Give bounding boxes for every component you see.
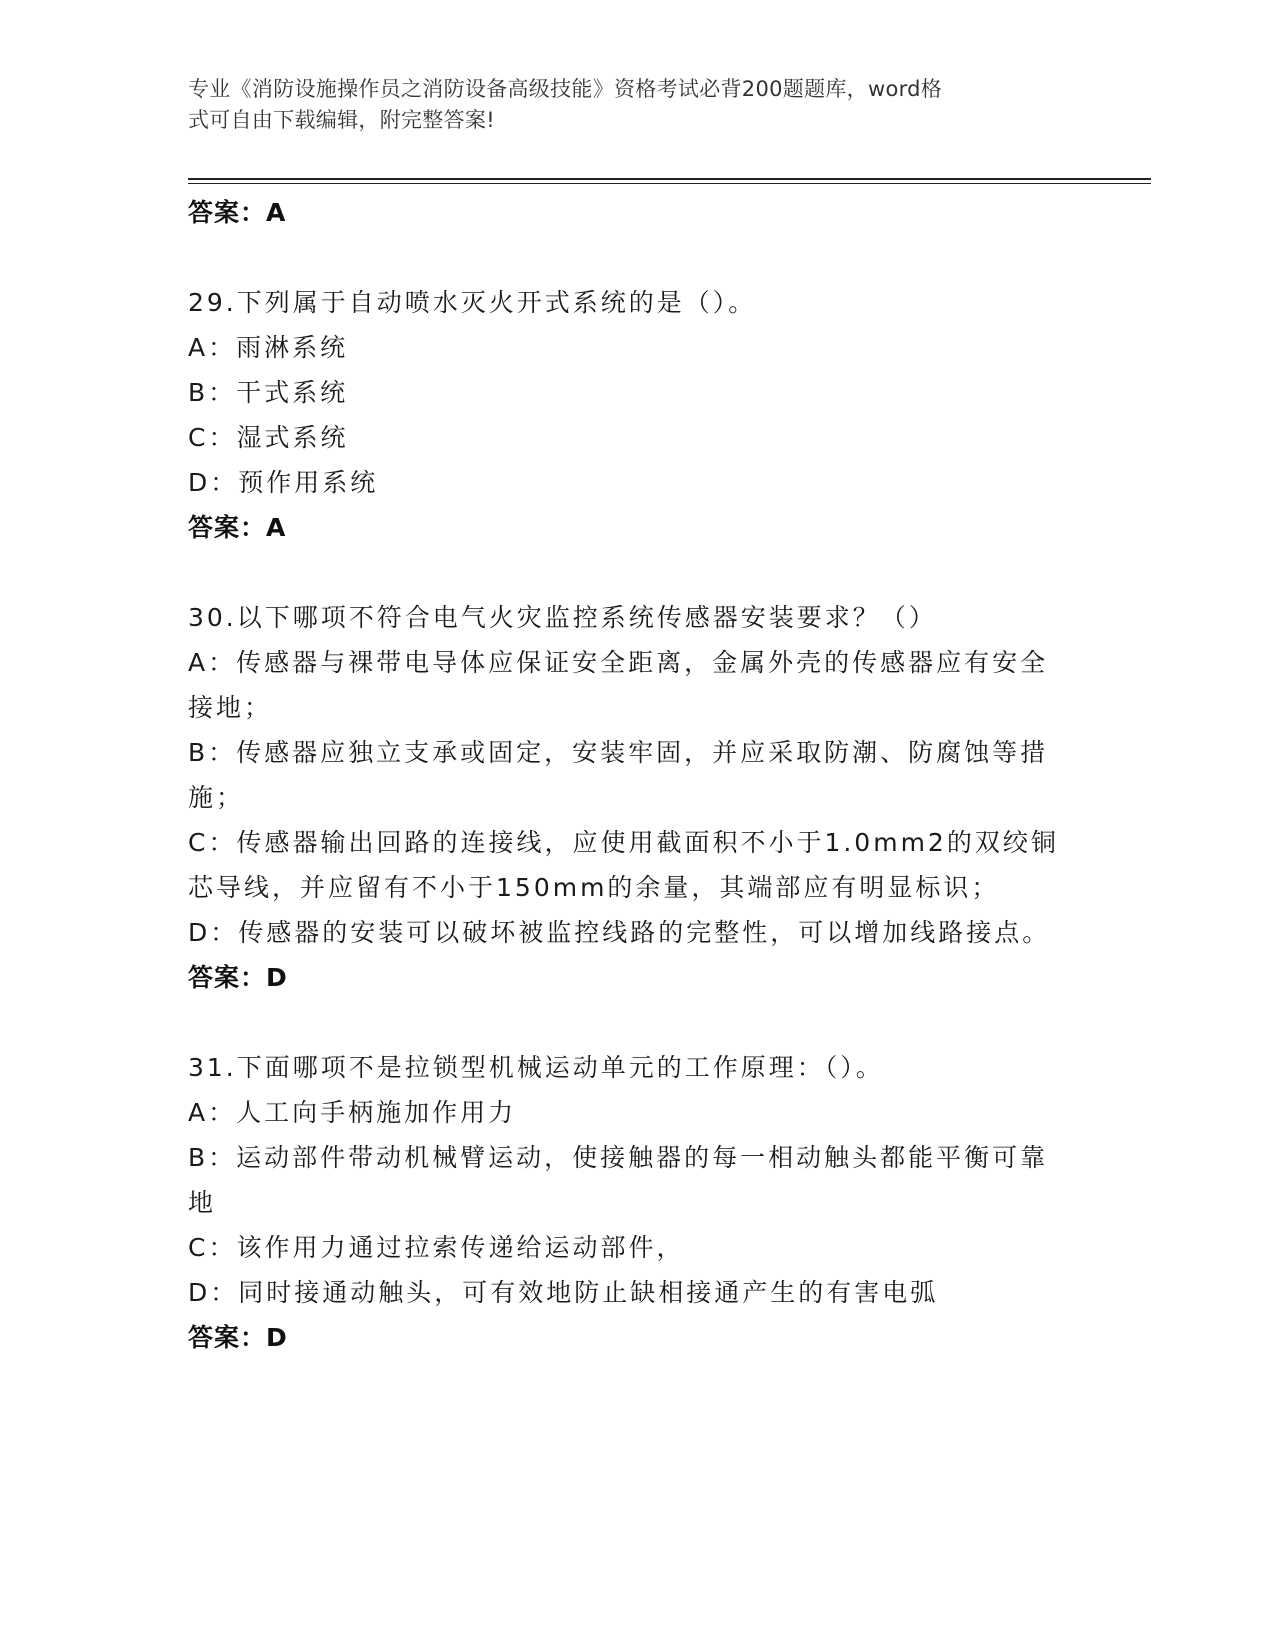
option-b-continued: 施； — [188, 783, 245, 812]
header-title-line-1: 专业《消防设施操作员之消防设备高级技能》资格考试必背200题题库，word格 — [188, 77, 943, 101]
option-a: A：雨淋系统 — [188, 333, 349, 362]
option-a: A：传感器与裸带电导体应保证安全距离，金属外壳的传感器应有安全 — [188, 648, 1049, 677]
page-header — [188, 74, 1068, 136]
previous-question-answer: 答案：A — [188, 198, 287, 227]
spacer — [188, 550, 1088, 595]
question-stem: 30.以下哪项不符合电气火灾监控系统传感器安装要求？（） — [188, 603, 937, 632]
header-title-line-2: 式可自由下载编辑，附完整答案! — [188, 108, 495, 132]
question-answer: 答案：A — [188, 513, 287, 542]
header-divider — [188, 178, 1151, 184]
option-a: A：人工向手柄施加作用力 — [188, 1098, 517, 1127]
option-b-continued: 地 — [188, 1188, 217, 1217]
option-c-continued: 芯导线，并应留有不小于150mm的余量，其端部应有明显标识； — [188, 873, 1000, 902]
question-list — [188, 190, 1088, 1360]
option-b: B：运动部件带动机械臂运动，使接触器的每一相动触头都能平衡可靠 — [188, 1143, 1049, 1172]
spacer — [188, 1000, 1088, 1045]
option-d: D：传感器的安装可以破坏被监控线路的完整性，可以增加线路接点。 — [188, 918, 1051, 947]
option-b: B：传感器应独立支承或固定，安装牢固，并应采取防潮、防腐蚀等措 — [188, 738, 1049, 767]
option-d: D：预作用系统 — [188, 468, 379, 497]
question-stem: 31.下面哪项不是拉锁型机械运动单元的工作原理：（）。 — [188, 1053, 884, 1082]
option-c: C：传感器输出回路的连接线，应使用截面积不小于1.0mm2的双绞铜 — [188, 828, 1059, 857]
option-c: C：湿式系统 — [188, 423, 349, 452]
question-answer: 答案：D — [188, 963, 288, 992]
option-b: B：干式系统 — [188, 378, 349, 407]
question-answer: 答案：D — [188, 1323, 288, 1352]
option-d: D：同时接通动触头，可有效地防止缺相接通产生的有害电弧 — [188, 1278, 939, 1307]
option-c: C：该作用力通过拉索传递给运动部件， — [188, 1233, 685, 1262]
question-stem: 29.下列属于自动喷水灭火开式系统的是（）。 — [188, 288, 757, 317]
question-31 — [188, 1045, 1088, 1360]
question-30 — [188, 595, 1088, 1000]
question-29 — [188, 280, 1088, 550]
option-a-continued: 接地； — [188, 693, 273, 722]
spacer — [188, 235, 1088, 280]
